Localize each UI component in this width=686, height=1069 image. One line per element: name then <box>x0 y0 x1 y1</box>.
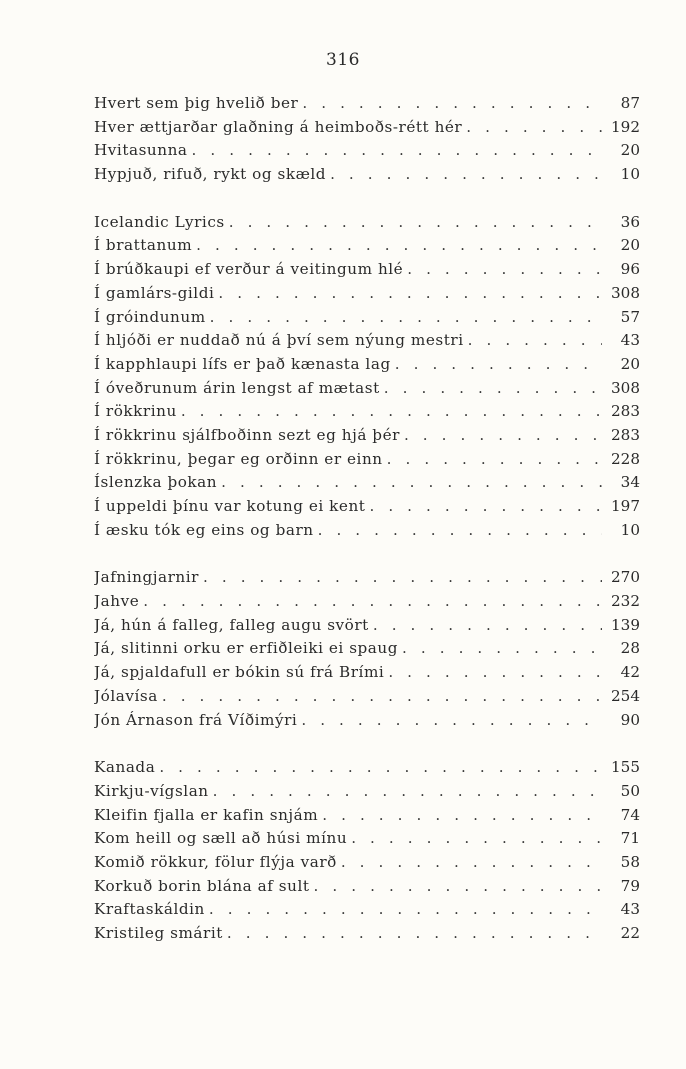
index-entry <box>94 377 640 401</box>
dot-leader <box>205 898 602 922</box>
dot-leader <box>155 756 602 780</box>
entry-title: Jahve <box>94 592 140 611</box>
entry-page-number: 232 <box>611 592 640 611</box>
index-group <box>94 211 640 543</box>
entry-page-number: 90 <box>620 710 640 729</box>
dot-leader <box>199 566 602 590</box>
index-entry <box>94 566 640 590</box>
index-entry <box>94 756 640 780</box>
dot-leader <box>223 922 602 946</box>
entry-title: Hvitasunna <box>94 141 188 160</box>
entry-page-number: 155 <box>611 758 640 777</box>
index-entry <box>94 661 640 685</box>
entry-page-number: 192 <box>611 117 640 136</box>
dot-leader <box>225 211 602 235</box>
entry-title: Komið rökkur, fölur flýja varð <box>94 852 337 871</box>
entry-title: Í brúðkaupi ef verður á veitingum hlé <box>94 260 404 279</box>
entry-page-number: 79 <box>620 876 640 895</box>
index-list <box>94 92 640 970</box>
index-entry <box>94 519 640 543</box>
entry-title: Í hljóði er nuddað nú á því sem nýung mestri <box>94 331 464 350</box>
dot-leader <box>217 471 602 495</box>
dot-leader <box>139 590 602 614</box>
index-entry <box>94 709 640 733</box>
entry-page-number: 43 <box>620 900 640 919</box>
dot-leader <box>464 329 602 353</box>
entry-page-number: 42 <box>620 663 640 682</box>
dot-leader <box>369 614 602 638</box>
index-entry <box>94 827 640 851</box>
entry-title: Hypjuð, rifuð, rykt og skæld <box>94 165 327 184</box>
dot-leader <box>400 424 602 448</box>
entry-title: Í brattanum <box>94 236 193 255</box>
index-entry <box>94 590 640 614</box>
dot-leader <box>310 875 602 899</box>
entry-title: Íslenzka þokan <box>94 473 218 492</box>
entry-page-number: 10 <box>620 165 640 184</box>
entry-page-number: 270 <box>611 568 640 587</box>
entry-page-number: 20 <box>620 236 640 255</box>
dot-leader <box>398 637 602 661</box>
entry-page-number: 87 <box>620 94 640 112</box>
dot-leader <box>380 377 602 401</box>
index-entry <box>94 234 640 258</box>
dot-leader <box>462 116 602 140</box>
dot-leader <box>298 92 602 116</box>
index-entry <box>94 471 640 495</box>
dot-leader <box>188 139 602 163</box>
entry-title: Í gamlárs-gildi <box>94 283 215 302</box>
index-entry <box>94 685 640 709</box>
index-entry <box>94 211 640 235</box>
entry-page-number: 20 <box>620 354 640 373</box>
entry-page-number: 22 <box>620 924 640 942</box>
entry-title: Korkuð borin blána af sult <box>94 876 310 895</box>
entry-title: Kraftaskáldin <box>94 900 205 919</box>
dot-leader <box>365 495 602 519</box>
index-entry <box>94 448 640 472</box>
index-entry <box>94 614 640 638</box>
entry-title: Kleifin fjalla er kafin snjám <box>94 805 319 824</box>
entry-title: Í óveðrunum árin lengst af mætast <box>94 378 380 397</box>
entry-title: Í æsku tók eg eins og barn <box>94 520 314 539</box>
dot-leader <box>214 282 602 306</box>
dot-leader <box>318 804 602 828</box>
entry-page-number: 197 <box>611 497 640 515</box>
index-entry <box>94 922 640 946</box>
entry-page-number: 20 <box>620 141 640 160</box>
entry-title: Jón Árnason frá Víðimýri <box>94 710 298 729</box>
dot-leader <box>383 448 602 472</box>
entry-title: Í kapphlaupi lífs er það kænasta lag <box>94 354 391 373</box>
dot-leader <box>347 827 602 851</box>
entry-page-number: 71 <box>620 829 640 848</box>
entry-title: Í rökkrinu <box>94 402 177 421</box>
entry-page-number: 96 <box>620 260 640 279</box>
entry-title: Icelandic Lyrics <box>94 212 225 231</box>
entry-title: Jólavísa <box>94 686 158 705</box>
entry-page-number: 283 <box>611 425 640 444</box>
entry-page-number: 58 <box>620 852 640 871</box>
dot-leader <box>314 519 602 543</box>
entry-title: Kristileg smárit <box>94 924 223 942</box>
index-entry <box>94 851 640 875</box>
index-entry <box>94 804 640 828</box>
entry-page-number: 43 <box>620 331 640 350</box>
entry-page-number: 10 <box>620 520 640 539</box>
entry-page-number: 283 <box>611 402 640 421</box>
index-entry <box>94 163 640 187</box>
entry-title: Í gróindunum <box>94 307 206 326</box>
dot-leader <box>391 353 602 377</box>
entry-page-number: 254 <box>611 686 640 705</box>
entry-title: Kirkju-vígslan <box>94 781 209 800</box>
index-entry <box>94 495 640 519</box>
dot-leader <box>337 851 602 875</box>
dot-leader <box>384 661 602 685</box>
index-entry <box>94 424 640 448</box>
index-entry <box>94 780 640 804</box>
index-entry <box>94 875 640 899</box>
index-group <box>94 756 640 946</box>
index-group <box>94 92 640 187</box>
index-entry <box>94 353 640 377</box>
index-entry <box>94 329 640 353</box>
dot-leader <box>403 258 602 282</box>
entry-title: Já, hún á falleg, falleg augu svört <box>94 615 369 634</box>
index-entry <box>94 258 640 282</box>
dot-leader <box>297 709 602 733</box>
entry-page-number: 28 <box>620 639 640 658</box>
dot-leader <box>206 306 602 330</box>
dot-leader <box>158 685 602 709</box>
entry-page-number: 308 <box>611 283 640 302</box>
entry-page-number: 36 <box>620 212 640 231</box>
entry-page-number: 50 <box>620 781 640 800</box>
index-group <box>94 566 640 732</box>
dot-leader <box>192 234 602 258</box>
entry-title: Já, slitinni orku er erfiðleiki ei spaug <box>94 639 399 658</box>
entry-title: Í rökkrinu, þegar eg orðinn er einn <box>94 449 383 468</box>
entry-title: Jafningjarnir <box>94 568 199 587</box>
dot-leader <box>177 400 602 424</box>
entry-title: Hver ættjarðar glaðning á heimboðs-rétt hér <box>94 117 463 136</box>
entry-page-number: 308 <box>611 378 640 397</box>
dot-leader <box>326 163 602 187</box>
index-entry <box>94 139 640 163</box>
entry-page-number: 74 <box>620 805 640 824</box>
entry-title: Kanada <box>94 758 156 777</box>
index-entry <box>94 898 640 922</box>
entry-page-number: 139 <box>611 615 640 634</box>
entry-title: Kom heill og sæll að húsi mínu <box>94 829 348 848</box>
index-entry <box>94 637 640 661</box>
entry-page-number: 228 <box>611 449 640 468</box>
index-entry <box>94 282 640 306</box>
entry-title: Í rökkrinu sjálfboðinn sezt eg hjá þér <box>94 425 400 444</box>
entry-title: Hvert sem þig hvelið ber <box>94 94 299 112</box>
entry-page-number: 57 <box>620 307 640 326</box>
entry-page-number: 34 <box>620 473 640 492</box>
entry-title: Í uppeldi þínu var kotung ei kent <box>94 497 366 515</box>
index-entry <box>94 92 640 116</box>
index-entry <box>94 400 640 424</box>
index-entry <box>94 306 640 330</box>
entry-title: Já, spjaldafull er bókin sú frá Brími <box>94 663 385 682</box>
dot-leader <box>209 780 602 804</box>
index-entry <box>94 116 640 140</box>
page-number: 316 <box>326 50 360 70</box>
